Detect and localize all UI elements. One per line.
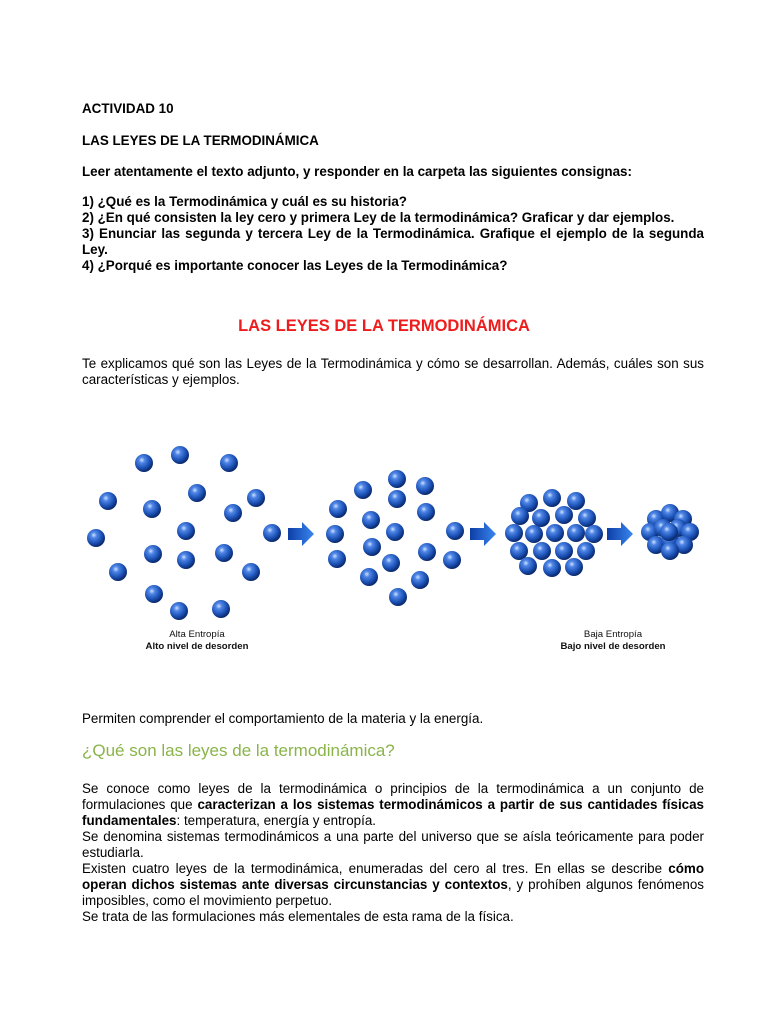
question-1: 1) ¿Qué es la Termodinámica y cuál es su historia?	[82, 194, 407, 209]
activity-number: ACTIVIDAD 10	[82, 101, 174, 116]
paragraph-1	[82, 781, 704, 829]
section-heading: ¿Qué son las leyes de la termodinámica?	[82, 741, 395, 760]
entropy-illustration	[82, 400, 704, 682]
paragraph-4: Se trata de las formulaciones más elementales de esta rama de la física.	[82, 909, 514, 924]
p3-text-bold: cómo operan dichos sistemas ante diversas circunstancias y contextos	[82, 861, 704, 892]
article-intro: Te explicamos qué son las Leyes de la Termodinámica y cómo se desarrollan. Además, cuáles son sus características y ejemplos.	[82, 356, 704, 387]
activity-instruction: Leer atentamente el texto adjunto, y responder en la carpeta las siguientes consignas:	[82, 164, 632, 179]
paragraph-2: Se denomina sistemas termodinámicos a una parte del universo que se aísla teóricamente para poder estudiarla.	[82, 829, 704, 860]
article-body	[82, 781, 704, 925]
group-high-entropy	[87, 446, 281, 620]
activity-title: LAS LEYES DE LA TERMODINÁMICA	[82, 133, 319, 148]
article-title: LAS LEYES DE LA TERMODINÁMICA	[238, 317, 530, 335]
question-4: 4) ¿Porqué es importante conocer las Leyes de la Termodinámica?	[82, 258, 508, 273]
arrow-icon	[470, 522, 496, 546]
questions-list	[82, 194, 704, 274]
p1-text-b: : temperatura, energía y entropía.	[176, 813, 376, 828]
caption-high-entropy	[112, 629, 282, 653]
p3-text-a: Existen cuatro leyes de la termodinámica, enumeradas del cero al tres. En ellas se describe	[82, 861, 669, 876]
caption-low-entropy	[528, 629, 698, 653]
caption-high-entropy-line2: Alto nivel de desorden	[145, 641, 249, 652]
after-figure-text: Permiten comprender el comportamiento de la materia y la energía.	[82, 711, 484, 726]
p3-text-b: , y prohíben algunos fenómenos imposibles, como el movimiento perpetuo.	[82, 877, 704, 908]
p1-text-a: Se conoce como leyes de la termodinámica o principios de la termodinámica a un conjunto de formulaciones que	[82, 781, 704, 812]
caption-high-entropy-line1: Alta Entropía	[169, 629, 225, 640]
arrow-icon	[288, 522, 314, 546]
caption-low-entropy-line2: Bajo nivel de desorden	[560, 641, 666, 652]
paragraph-3	[82, 861, 704, 909]
arrow-icon	[607, 522, 633, 546]
group-low-entropy	[505, 489, 603, 577]
group-very-low-entropy	[641, 504, 699, 560]
question-2: 2) ¿En qué consisten la ley cero y primera Ley de la termodinámica? Graficar y dar ejemplos.	[82, 210, 675, 225]
p1-text-bold: caracterizan a los sistemas termodinámicos a partir de sus cantidades físicas fundamentales	[82, 797, 705, 828]
caption-low-entropy-line1: Baja Entropía	[583, 629, 643, 640]
group-medium-entropy	[326, 470, 464, 606]
question-3: 3) Enunciar las segunda y tercera Ley de la Termodinámica. Grafique el ejemplo de la segunda Ley.	[82, 226, 704, 257]
